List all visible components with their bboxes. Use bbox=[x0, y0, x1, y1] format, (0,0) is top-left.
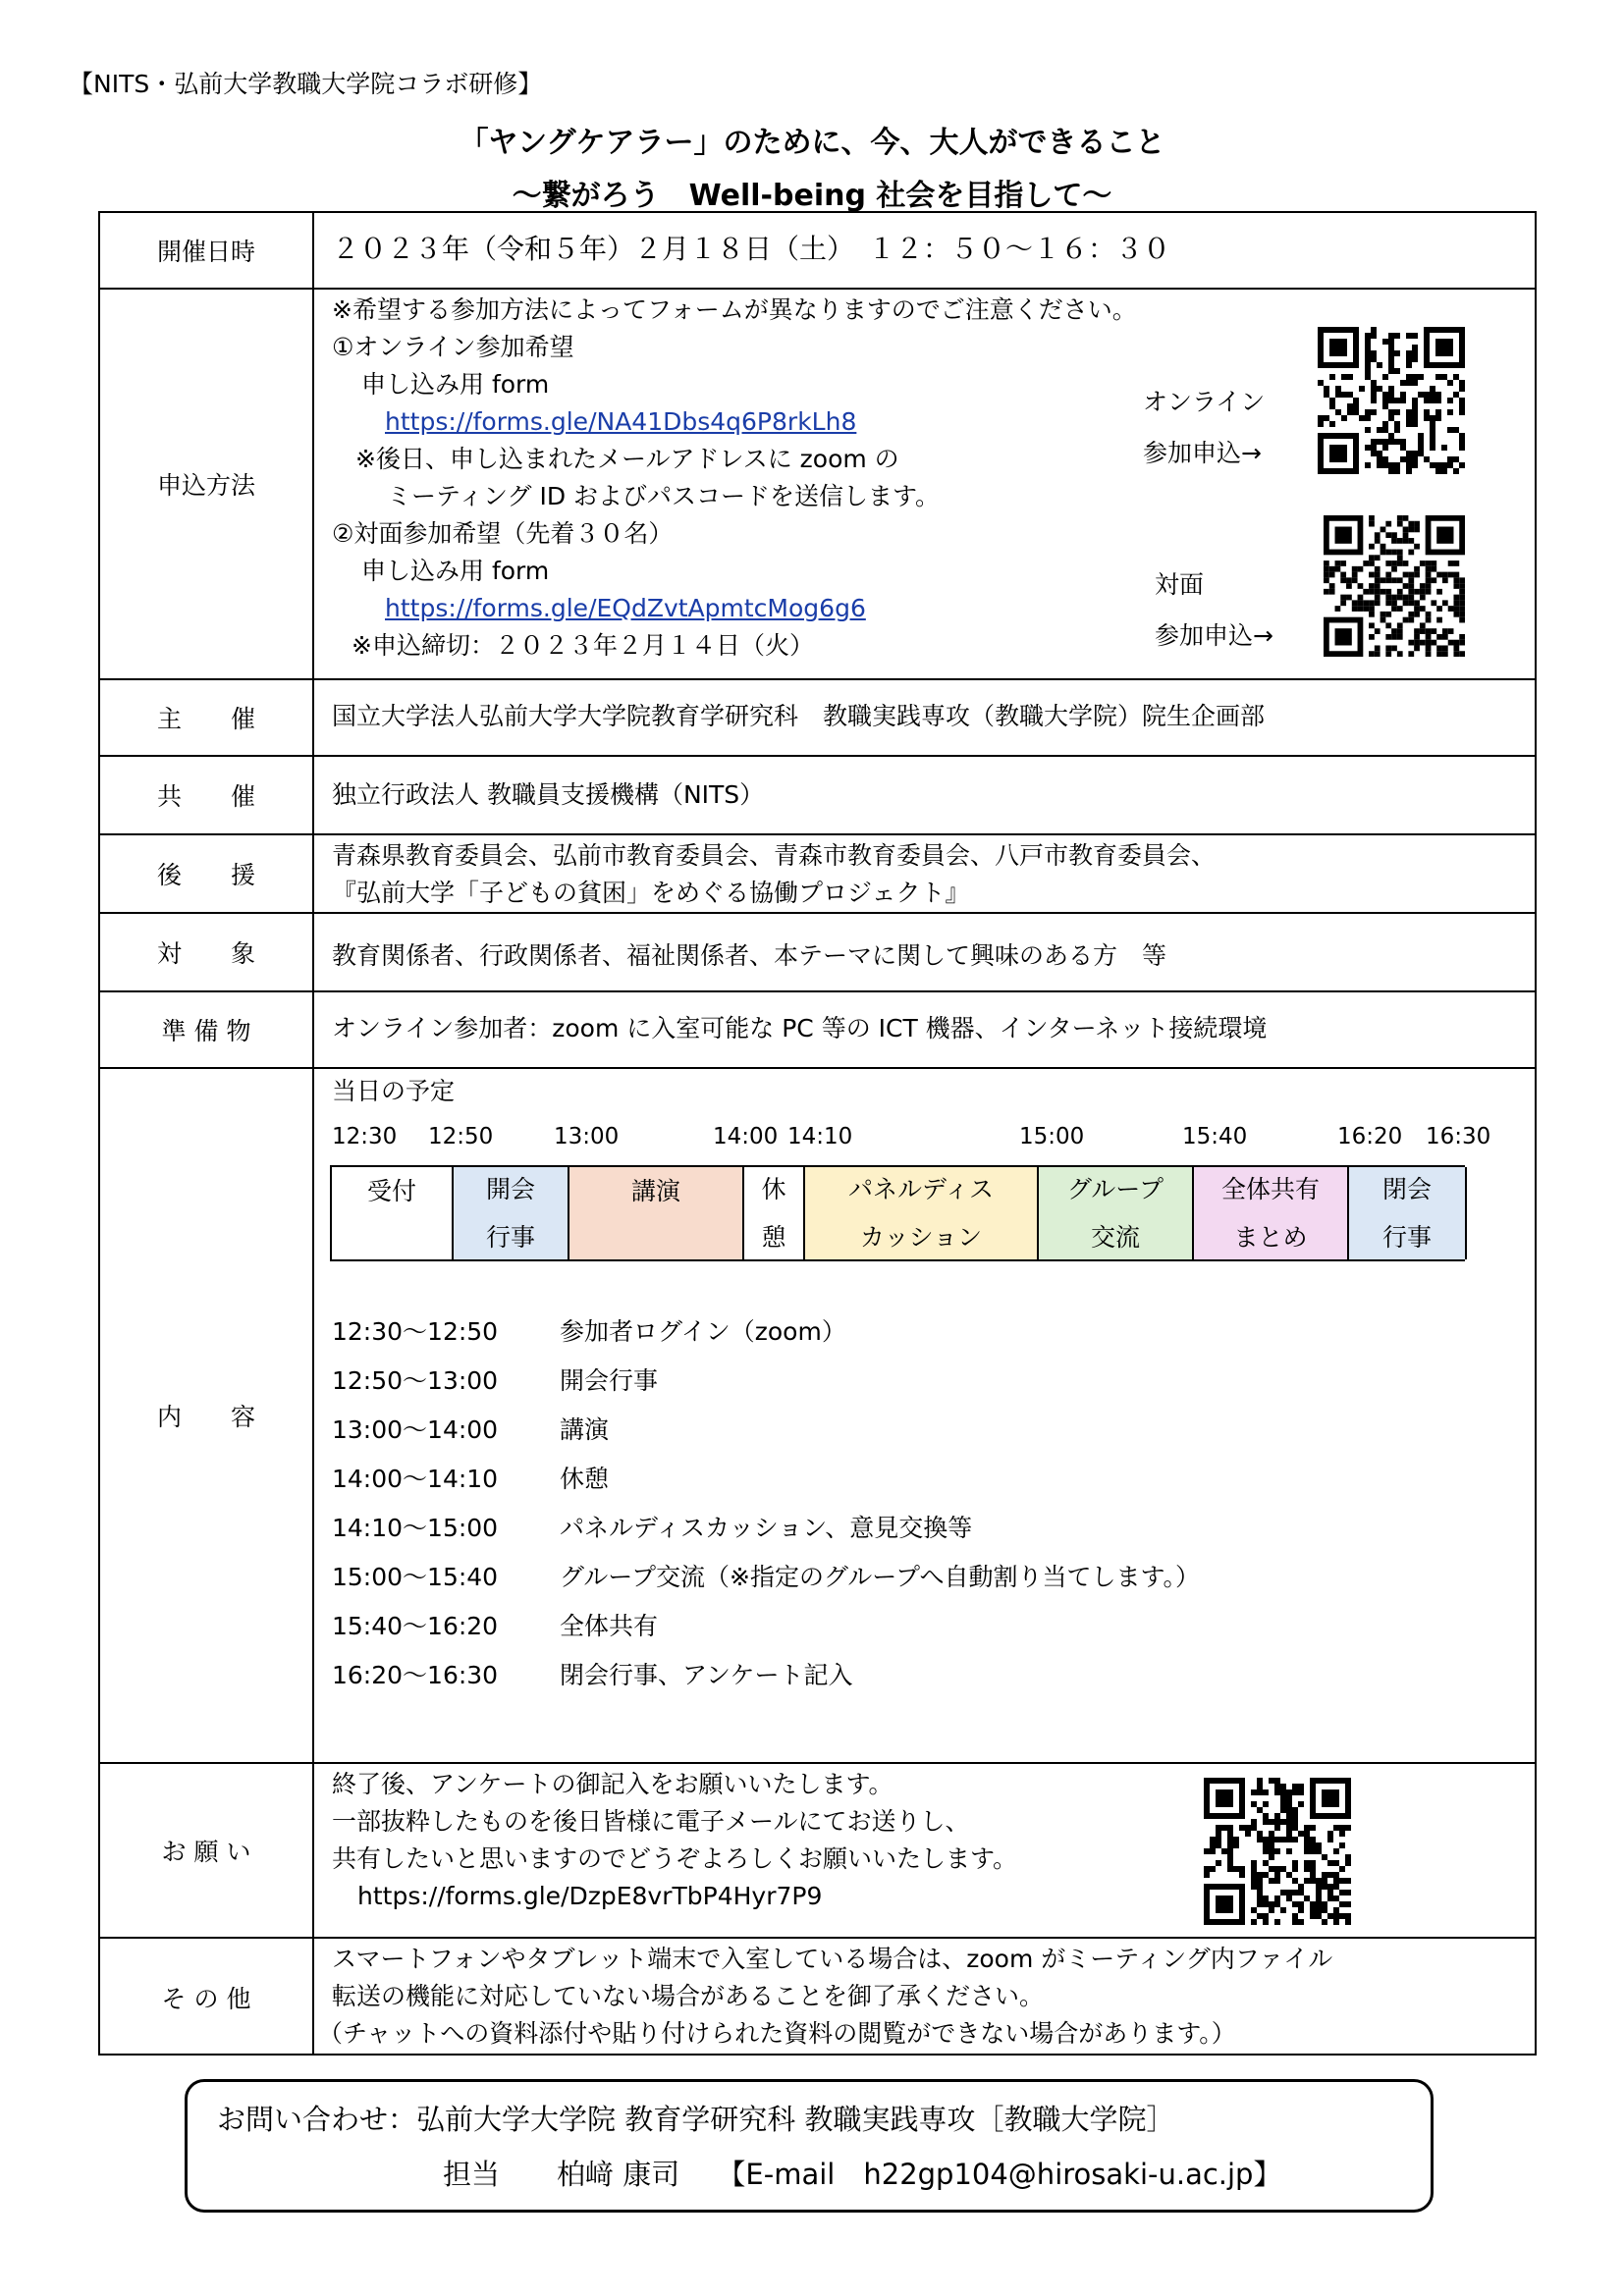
row-label: 準 備 物 bbox=[100, 992, 314, 1067]
inperson-heading: ②対面参加希望（先着３０名） bbox=[332, 519, 674, 548]
contact-line-2: 担当 柏﨑 康司 【E-mail h22gp104@hirosaki-u.ac.jp】 bbox=[443, 2158, 1282, 2191]
other-line-1: スマートフォンやタブレット端末で入室している場合は、zoom がミーティング内ファイル bbox=[332, 1945, 1333, 1973]
inperson-form-label: 申し込み用 form bbox=[361, 557, 550, 585]
schedule-item-desc: 全体共有 bbox=[560, 1612, 659, 1640]
contact-box bbox=[185, 2079, 1434, 2213]
row-prep bbox=[100, 990, 1535, 1067]
segment-label: 行事 bbox=[1381, 1223, 1432, 1252]
request-line-1: 終了後、アンケートの御記入をお願いいたします。 bbox=[332, 1770, 893, 1798]
other-line-2: 転送の機能に対応していない場合があることを御了承ください。 bbox=[332, 1982, 1045, 2010]
schedule-item-desc: 休憩 bbox=[560, 1465, 610, 1493]
segment-label: 休 bbox=[761, 1175, 786, 1203]
target-text: 教育関係者、行政関係者、福祉関係者、本テーマに関して興味のある方 等 bbox=[332, 941, 1167, 970]
schedule-item bbox=[332, 1312, 846, 1348]
schedule-item bbox=[332, 1509, 972, 1544]
schedule-tick: 12:50 bbox=[428, 1124, 494, 1149]
other-line-3: （チャットへの資料添付や貼り付けられた資料の閲覧ができない場合があります。） bbox=[318, 2019, 1236, 2048]
schedule-tick: 16:30 bbox=[1426, 1124, 1491, 1149]
schedule-segment bbox=[332, 1167, 454, 1259]
row-label: 後 援 bbox=[100, 835, 314, 912]
support-line-2: 『弘前大学「子どもの貧困」をめぐる協働プロジェクト』 bbox=[332, 879, 970, 907]
qr-code-survey-icon[interactable] bbox=[1204, 1778, 1351, 1925]
page-subtitle: ～繋がろう Well-being 社会を目指して～ bbox=[512, 179, 1112, 213]
row-content bbox=[100, 1067, 1535, 1762]
host-text: 国立大学法人弘前大学大学院教育学研究科 教職実践専攻（教職大学院）院生企画部 bbox=[332, 702, 1266, 730]
segment-label: まとめ bbox=[1233, 1223, 1308, 1252]
qr-inperson-label-2: 参加申込→ bbox=[1155, 621, 1273, 650]
schedule-item-time: 15:00～15:40 bbox=[332, 1563, 499, 1591]
qr-code-online-icon[interactable] bbox=[1318, 327, 1465, 474]
row-label: 開催日時 bbox=[100, 213, 314, 288]
row-label: 対 象 bbox=[100, 914, 314, 990]
segment-label: 受付 bbox=[366, 1177, 416, 1205]
schedule-segment bbox=[1194, 1167, 1349, 1259]
schedule-item-desc: グループ交流（※指定のグループへ自動割り当てします。） bbox=[560, 1563, 1200, 1591]
schedule-item-time: 12:30～12:50 bbox=[332, 1317, 499, 1346]
segment-label: 行事 bbox=[485, 1223, 535, 1252]
cohost-text: 独立行政法人 教職員支援機構（NITS） bbox=[332, 780, 765, 809]
schedule-tick: 15:00 bbox=[1019, 1124, 1085, 1149]
schedule-segment bbox=[1039, 1167, 1194, 1259]
schedule-item-desc: 閉会行事、アンケート記入 bbox=[560, 1661, 853, 1689]
qr-code-inperson-icon[interactable] bbox=[1324, 515, 1465, 657]
schedule-item-time: 14:00～14:10 bbox=[332, 1465, 499, 1493]
row-cohost bbox=[100, 755, 1535, 833]
support-line-1: 青森県教育委員会、弘前市教育委員会、青森市教育委員会、八戸市教育委員会、 bbox=[332, 841, 1217, 870]
segment-label: 閉会 bbox=[1381, 1175, 1432, 1203]
segment-label: 全体共有 bbox=[1220, 1175, 1320, 1203]
inperson-form-link[interactable]: https://forms.gle/EQdZvtApmtcMog6g6 bbox=[385, 594, 866, 622]
segment-label: グループ bbox=[1066, 1175, 1164, 1203]
survey-link[interactable]: https://forms.gle/DzpE8vrTbP4Hyr7P9 bbox=[357, 1882, 823, 1910]
schedule-item-desc: パネルディスカッション、意見交換等 bbox=[560, 1514, 973, 1542]
segment-label: パネルディス bbox=[847, 1175, 994, 1203]
contact-line-1: お問い合わせ：弘前大学大学院 教育学研究科 教職実践専攻［教職大学院］ bbox=[217, 2103, 1175, 2136]
schedule-item bbox=[332, 1362, 658, 1397]
header-tag: 【NITS・弘前大学教職大学院コラボ研修】 bbox=[69, 70, 543, 98]
row-support bbox=[100, 833, 1535, 912]
qr-online-label-2: 参加申込→ bbox=[1143, 439, 1262, 467]
row-other bbox=[100, 1937, 1535, 2056]
schedule-segment bbox=[454, 1167, 569, 1259]
schedule-time-ticks bbox=[332, 1124, 1530, 1153]
row-apply bbox=[100, 288, 1535, 678]
apply-note: ※希望する参加方法によってフォームが異なりますのでご注意ください。 bbox=[332, 295, 1137, 324]
online-note-2: ミーティング ID およびパスコードを送信します。 bbox=[387, 482, 941, 510]
schedule-item-time: 15:40～16:20 bbox=[332, 1612, 499, 1640]
schedule-tick: 16:20 bbox=[1337, 1124, 1403, 1149]
schedule-item-time: 16:20～16:30 bbox=[332, 1661, 499, 1689]
schedule-item-time: 12:50～13:00 bbox=[332, 1366, 499, 1395]
row-label: 共 催 bbox=[100, 757, 314, 833]
online-note-1: ※後日、申し込まれたメールアドレスに zoom の bbox=[355, 445, 899, 473]
schedule-item-desc: 開会行事 bbox=[560, 1366, 659, 1395]
schedule-item-time: 14:10～15:00 bbox=[332, 1514, 499, 1542]
schedule-item bbox=[332, 1656, 853, 1691]
segment-label: 開会 bbox=[485, 1175, 535, 1203]
schedule-bar bbox=[330, 1165, 1465, 1261]
schedule-segment bbox=[805, 1167, 1039, 1259]
row-label: お 願 い bbox=[100, 1764, 314, 1937]
prep-text: オンライン参加者：zoom に入室可能な PC 等の ICT 機器、インターネット接続環境 bbox=[332, 1014, 1268, 1042]
online-heading: ①オンライン参加希望 bbox=[332, 333, 574, 361]
schedule-segment bbox=[569, 1167, 744, 1259]
schedule-tick: 14:10 bbox=[787, 1124, 853, 1149]
deadline: ※申込締切：２０２３年２月１４日（火） bbox=[352, 631, 814, 660]
page-title: 「ヤングケアラー」のために、今、大人ができること bbox=[459, 126, 1165, 160]
schedule-item-desc: 参加者ログイン（zoom） bbox=[560, 1317, 846, 1346]
schedule-title: 当日の予定 bbox=[332, 1077, 456, 1105]
schedule-item-time: 13:00～14:00 bbox=[332, 1415, 499, 1444]
online-form-link[interactable]: https://forms.gle/NA41Dbs4q6P8rkLh8 bbox=[385, 407, 857, 436]
schedule-item-desc: 講演 bbox=[560, 1415, 610, 1444]
row-label: そ の 他 bbox=[100, 1939, 314, 2056]
schedule-segment bbox=[1349, 1167, 1467, 1259]
schedule-tick: 13:00 bbox=[554, 1124, 620, 1149]
segment-label: 講演 bbox=[630, 1177, 680, 1205]
info-table bbox=[98, 211, 1537, 2056]
request-line-2: 一部抜粋したものを後日皆様に電子メールにてお送りし、 bbox=[332, 1807, 970, 1836]
schedule-tick: 14:00 bbox=[713, 1124, 779, 1149]
request-line-3: 共有したいと思いますのでどうぞよろしくお願いいたします。 bbox=[332, 1844, 1018, 1873]
segment-label: 交流 bbox=[1090, 1223, 1140, 1252]
schedule-tick: 15:40 bbox=[1182, 1124, 1248, 1149]
row-host bbox=[100, 678, 1535, 755]
segment-label: カッション bbox=[859, 1223, 983, 1252]
schedule-item bbox=[332, 1607, 658, 1642]
row-label: 申込方法 bbox=[100, 290, 314, 678]
schedule-segment bbox=[744, 1167, 805, 1259]
segment-label: 憩 bbox=[761, 1223, 786, 1252]
schedule-tick: 12:30 bbox=[332, 1124, 398, 1149]
event-date: ２０２３年（令和５年）２月１８日（土） １２：５０～１６：３０ bbox=[332, 233, 1171, 265]
row-request bbox=[100, 1762, 1535, 1937]
row-target bbox=[100, 912, 1535, 990]
schedule-item bbox=[332, 1460, 609, 1495]
qr-inperson-label-1: 対面 bbox=[1155, 570, 1205, 599]
row-label: 主 催 bbox=[100, 680, 314, 755]
schedule-item bbox=[332, 1558, 1200, 1593]
qr-online-label-1: オンライン bbox=[1143, 388, 1266, 416]
online-form-label: 申し込み用 form bbox=[361, 370, 550, 399]
row-date bbox=[100, 213, 1535, 288]
row-label: 内 容 bbox=[100, 1069, 314, 1762]
schedule-item bbox=[332, 1411, 609, 1446]
